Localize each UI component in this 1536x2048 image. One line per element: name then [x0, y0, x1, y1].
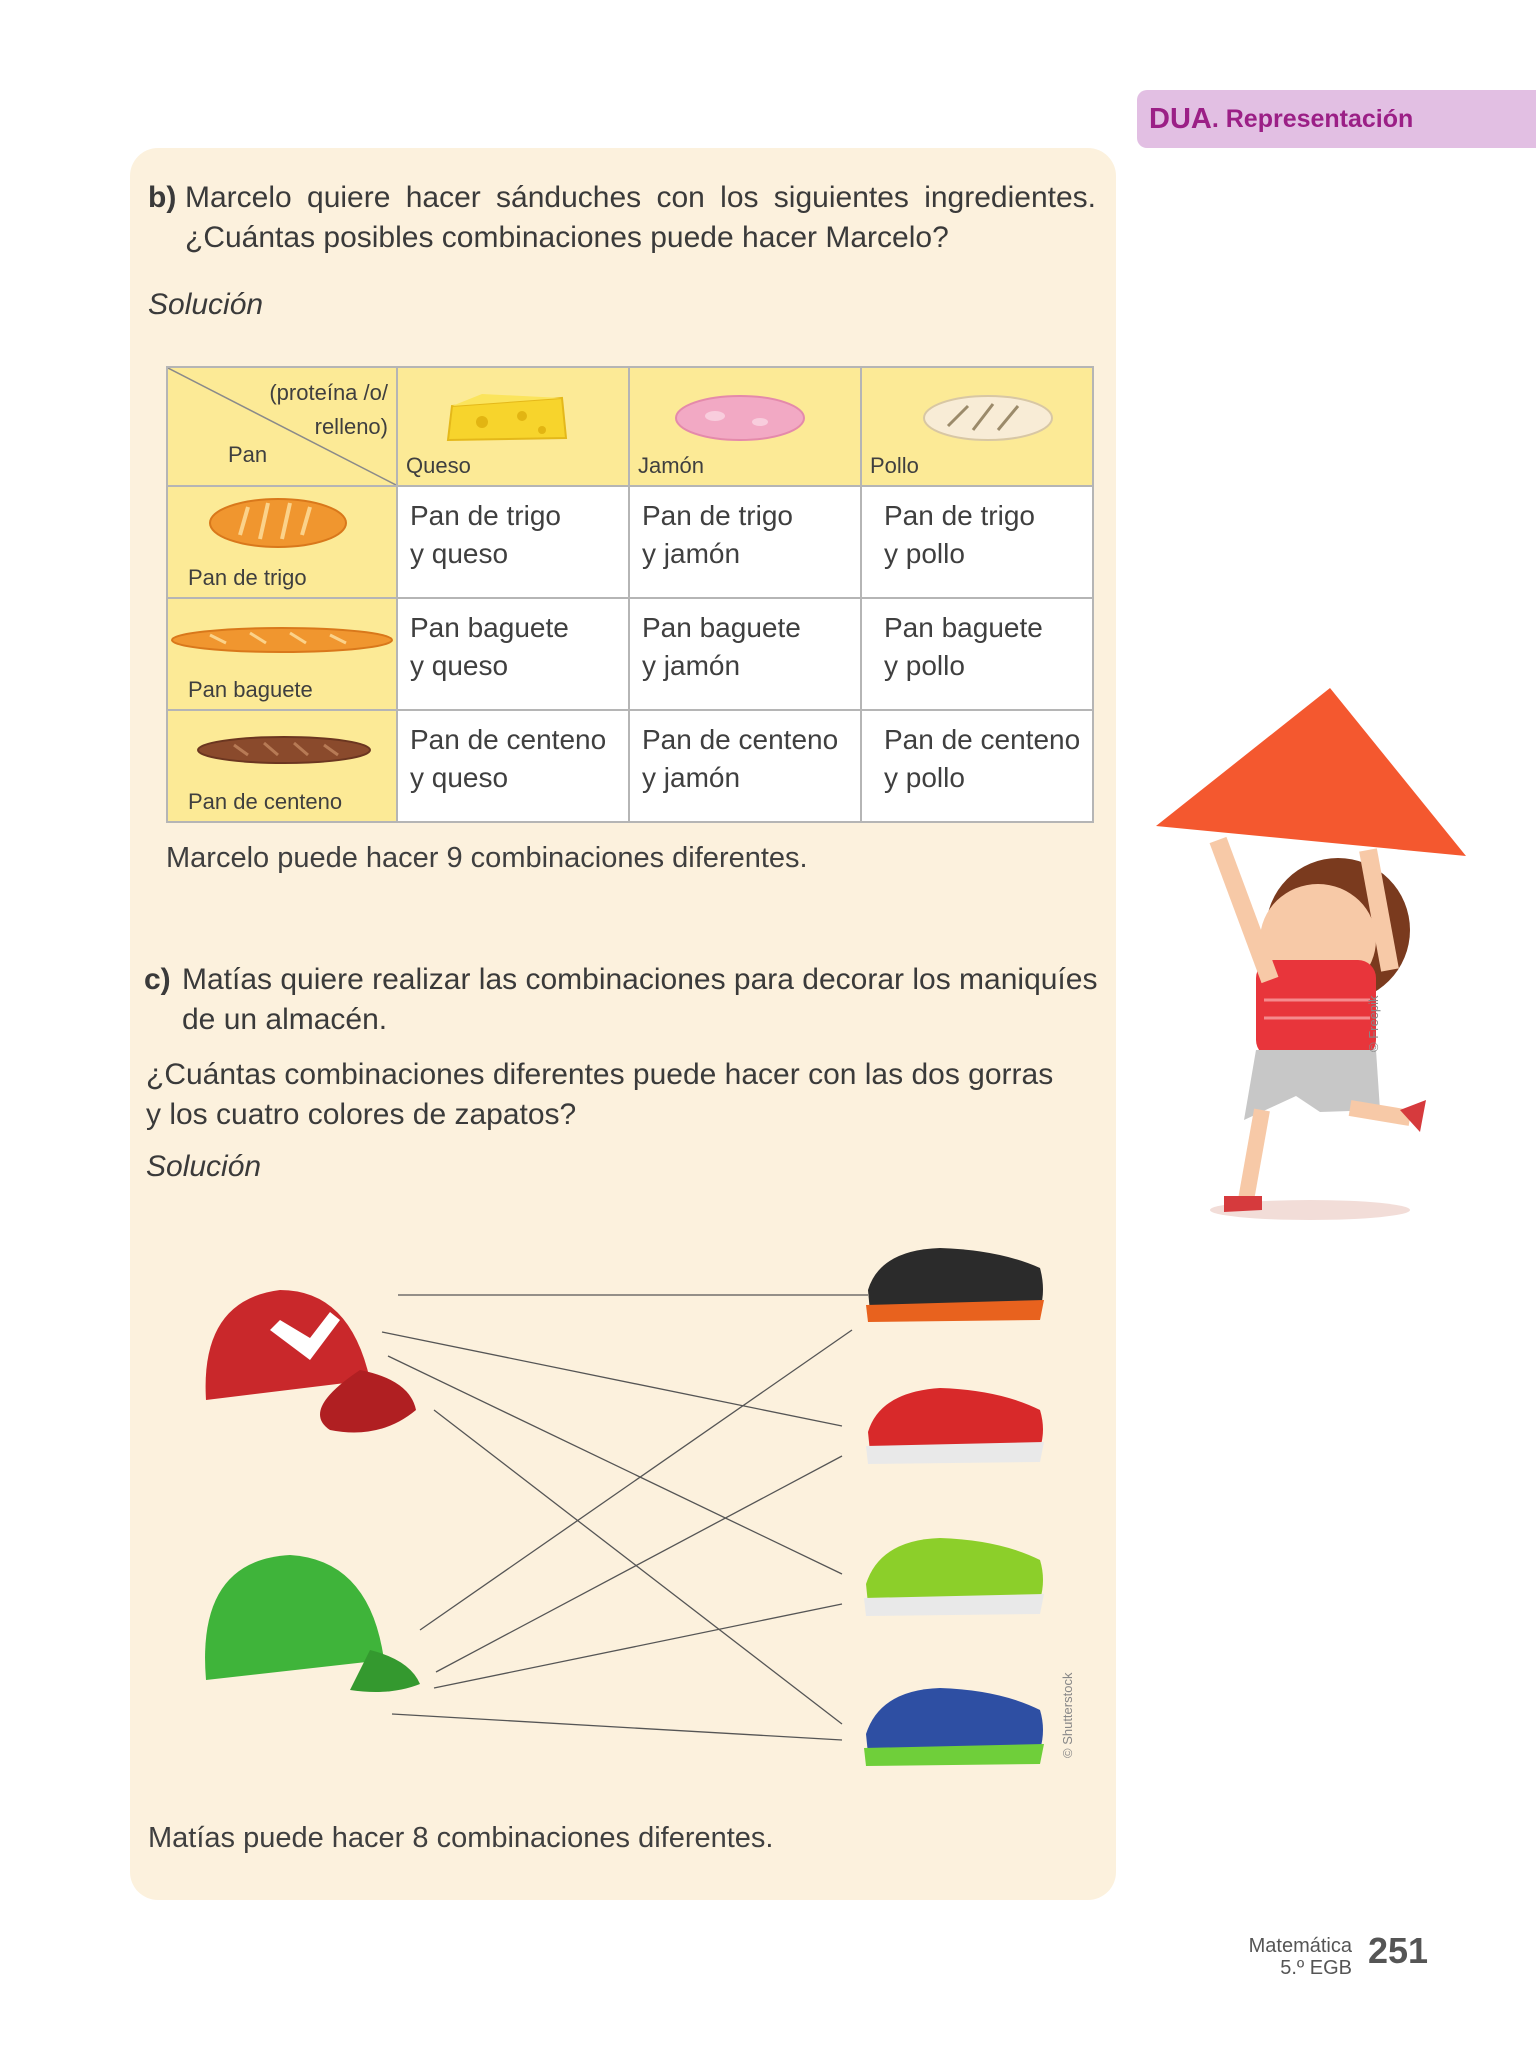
column-label-jamon: Jamón: [638, 453, 705, 478]
part-c-label: c): [144, 963, 171, 996]
cell-text: Pan baguete y pollo: [884, 612, 1043, 681]
line-red-blue: [434, 1410, 842, 1724]
page-number: 251: [1368, 1930, 1429, 1971]
cell-text: Pan de trigo y queso: [410, 500, 561, 569]
cell-text: Pan baguete y jamón: [642, 612, 801, 681]
green-cap-icon: [205, 1555, 420, 1692]
part-c-line1: Matías quiere realizar las combinaciones para decorar los maniquíes: [182, 963, 1098, 996]
cell-text: Pan de centeno y jamón: [642, 724, 839, 793]
red-cap-icon: [206, 1290, 416, 1433]
blue-shoe-icon: [864, 1688, 1044, 1766]
corner-mid-text: relleno): [314, 414, 388, 439]
corner-bottom-text: Pan: [228, 442, 268, 467]
part-b-label: b): [148, 181, 177, 214]
line-red-green: [388, 1356, 842, 1574]
cell-text: Pan de trigo y pollo: [884, 500, 1035, 569]
part-b-line1: Marcelo quiere hacer sánduches con los siguientes ingredientes.: [185, 181, 1096, 214]
freepik-credit: © Freepik: [1366, 995, 1381, 1052]
row-label-pan-baguete: Pan baguete: [188, 677, 313, 702]
shutterstock-credit: © Shutterstock: [1060, 1672, 1075, 1758]
part-c-line2: de un almacén.: [182, 1003, 388, 1036]
red-shoe-icon: [866, 1388, 1044, 1464]
cell-text: Pan baguete y queso: [410, 612, 569, 681]
line-green-green: [434, 1604, 842, 1688]
part-b-line2: ¿Cuántas posibles combinaciones puede hacer Marcelo?: [185, 221, 949, 254]
footer-subject-name: Matemática: [1248, 1935, 1352, 1957]
row-label-pan-de-centeno: Pan de centeno: [188, 789, 343, 814]
corner-top-text: (proteína /o/: [269, 380, 388, 405]
part-c-solution-label: Solución: [146, 1150, 262, 1183]
dua-tag-rest: . Representación: [1211, 104, 1414, 133]
boy-with-triangle-illustration: [1156, 688, 1466, 1220]
line-green-black: [420, 1330, 852, 1630]
footer-subject: [1249, 1935, 1352, 1979]
dua-tag-strong: DUA: [1149, 102, 1212, 135]
part-c-question2: y los cuatro colores de zapatos?: [146, 1098, 577, 1131]
part-c-question1: ¿Cuántas combinaciones diferentes puede hacer con las dos gorras: [146, 1058, 1054, 1091]
black-shoe-icon: [866, 1248, 1044, 1322]
cell-text: Pan de centeno y queso: [410, 724, 607, 793]
column-label-pollo: Pollo: [870, 453, 919, 478]
row-label-pan-de-trigo: Pan de trigo: [188, 565, 307, 590]
part-c-result: Matías puede hacer 8 combinaciones diferentes.: [148, 1822, 774, 1854]
column-label-queso: Queso: [406, 453, 471, 478]
line-green-blue: [392, 1714, 842, 1740]
cell-text: Pan de centeno y pollo: [884, 724, 1081, 793]
line-red-red: [382, 1332, 842, 1426]
part-b-result: Marcelo puede hacer 9 combinaciones diferentes.: [166, 842, 808, 874]
green-shoe-icon: [864, 1538, 1044, 1616]
part-b-solution-label: Solución: [148, 288, 264, 321]
cell-text: Pan de trigo y jamón: [642, 500, 793, 569]
connection-lines: [382, 1295, 868, 1740]
line-green-red: [436, 1456, 842, 1672]
footer-grade: 5.º EGB: [1280, 1957, 1352, 1979]
